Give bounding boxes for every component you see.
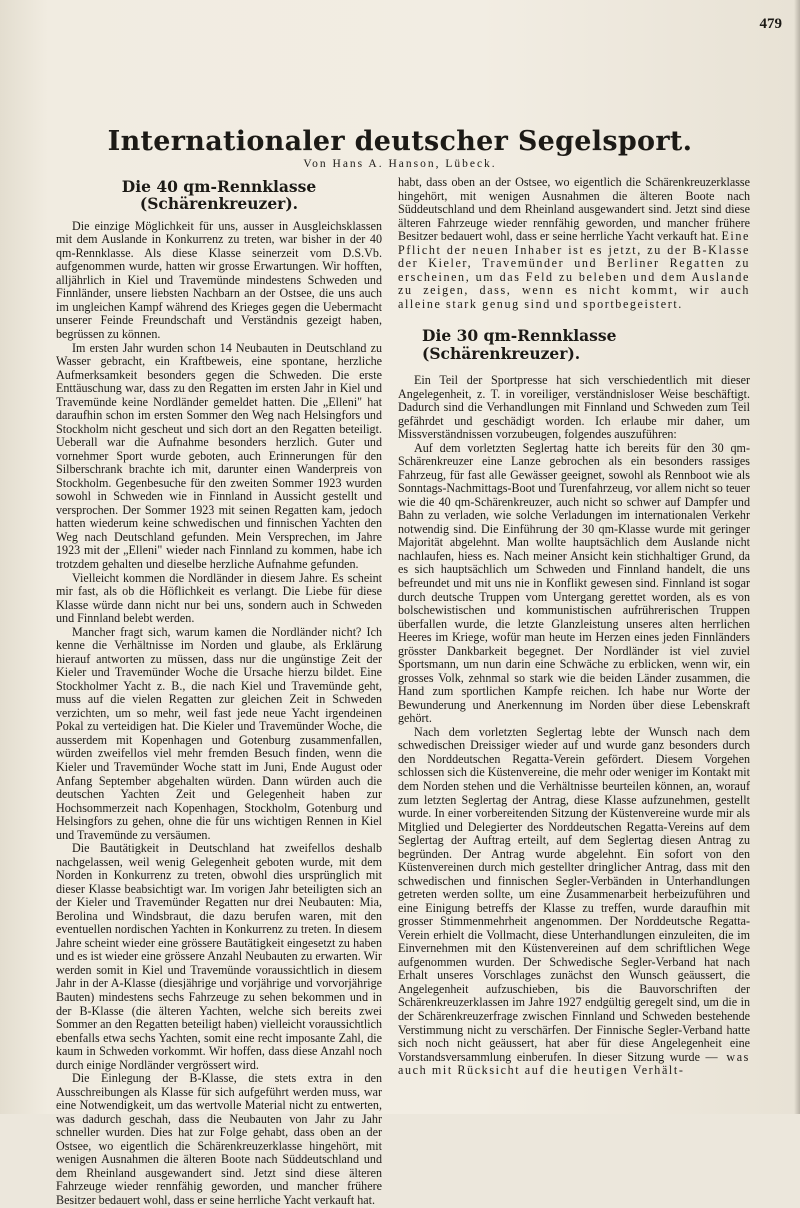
paragraph: Die Bautätigkeit in Deutschland hat zweifellos deshalb nachgelassen, weil wenig Gelegenheit geboten wurde, mit dem Norden in Konkurrenz zu treten, obwohl dies ursprünglich mit dieser Klasse beabsichtigt war. Im vorigen Jahr beteiligten sich an der Kieler und Travemünder Regatten nur drei Neubauten: Mia, Berolina und Windsbraut, die dazu berufen waren, mit den eventuellen nordischen Yachten in Konkurrenz zu treten. In diesem Jahre scheint wieder eine grössere Bautätigkeit eingesetzt zu haben und es ist wieder eine grössere Anzahl Neubauten zu erwarten. Wir werden somit in Kiel und Travemünde voraussichtlich in diesem Jahr in der A-Klasse (diesjährige und vorjährige und vorvorjährige Bauten) mindestens sechs Fahrzeuge zu sehen bekommen und in der B-Klasse (die älteren Yachten, welche sich bereits zwei Sommer an den Regatten beteiligt haben) vielleicht voraussichtlich ebenfalls etwa sechs Yachten, somit eine recht imposante Zahl, die kaum in Schweden vorkommt. Wir hoffen, dass diese Anzahl noch durch einige Nordländer vergrössert wird. <box>56 841 382 1072</box>
paragraph: Die einzige Möglichkeit für uns, ausser in Ausgleichsklassen mit dem Auslande in Konkurrenz zu treten, war bisher in der 40 qm-Rennklasse. Als diese Klasse seinerzeit vom D.S.Vb. aufgenommen wurde, hatten wir grosse Erwartungen. Wir hofften, alljährlich in Kiel und Travemünde mindestens Schweden und Finnländer, unsere liebsten Nachbarn an der Ostsee, die uns auch im ungleichen Kampf während des Krieges gegen die Uebermacht unserer Feinde Freundschaft und Verständnis gezeigt haben, begrüssen zu können. <box>56 218 382 341</box>
continuation-plain-text: habt, dass oben an der Ostsee, wo eigentlich die Schärenkreuzerklasse hingehört, mit wenigen Ausnahmen die älteren Boote nach Süddeutschland und dem Rheinland ausgewandert sind. Jetzt sind diese älteren Fahrzeuge wieder rennfähig geworden, und mancher frühere Besitzer bedauert wohl, dass er seine herrliche Yacht verkauft hat. <box>398 175 750 244</box>
article-byline: Von Hans A. Hanson, Lübeck. <box>303 158 497 170</box>
article-title: Internationaler deutscher Segelsport. <box>107 126 693 157</box>
paragraph: Ein Teil der Sportpresse hat sich verschiedentlich mit dieser Angelegenheit, z. T. in voreiliger, verständnisloser Weise beschäftigt. Dadurch sind die Verhandlungen mit Finnland und Schweden zum Teil gefährdet und geschädigt worden. Ich erlaube mir daher, um Missverständnissen vorzubeugen, folgendes auszuführen: <box>398 373 750 442</box>
page-number: 479 <box>759 16 782 32</box>
continuation-spaced-text: Eine Pflicht der neuen Inhaber ist es jetzt, zu der B-Klasse der Kieler, Travemünder und Berliner Regatten zu erscheinen, um das Feld zu beleben und dem Auslande zu zeigen, dass, wenn es nicht kommt, wir auch alleine stark genug sind und sportbegeistert. <box>398 229 750 311</box>
paragraph-text: Nach dem vorletzten Seglertag lebte der Wunsch nach dem schwedischen Dreissiger wieder auf und wurde ganz besonders durch den Norddeutschen Regatta-Verein gefördert. Diesem Vorgehen schlossen sich die Küstenvereine, die mehr oder weniger im Kontakt mit dem Norden stehen und die Verhältnisse beurteilen können, an, worauf zum letzten Seglertag der Antrag, diese Klasse aufzunehmen, gestellt wurde. In einer vorbereitenden Sitzung der Küstenvereine wurde mir als Mitglied und Delegierter des Norddeutschen Regatta-Vereins auf dem Seglertag der Auftrag erteilt, auf dem Seglertag diesen Antrag zu begründen. Der Antrag wurde abgelehnt. Ein sofort von den Küstenvereinen durch mich gestellter dringlicher Antrag, dass mit den schwedischen und finnischen Segler-Verbänden in Unterhandlungen getreten werden sollte, um eine Zusammenarbeit herbeizuführen und eine Einigung betreffs der Klasse zu treffen, wurde daraufhin mit grosser Stimmenmehrheit angenommen. Der Norddeutsche Regatta-Verein erhielt die Vollmacht, diese Unterhandlungen einzuleiten, die im Einvernehmen mit den Küstenvereinen auf dem schriftlichen Wege aufgenommen wurden. Der Schwedische Segler-Verband hat nach Erhalt unseres Vorschlages zunächst den Wunsch geäussert, die Angelegenheit aufzuschieben, bis die Bauvorschriften der Schärenkreuzerklassen im Jahre 1927 endgültig geregelt sind, um die in der Schärenkreuzerfrage zwischen Finnland und Schweden bestehende Verstimmung nicht zu verschärfen. Der Finnische Segler-Verband hatte sich noch nicht geäussert, hat aber für diese Angelegenheit eine Vorstandsversammlung einberufen. In dieser Sitzung wurde <box>398 724 750 1064</box>
paragraph: Vielleicht kommen die Nordländer in diesem Jahre. Es scheint mir fast, als ob die Höflichkeit es verlangt. Die Liebe für diese Klasse würde dann nicht nur bei uns, sondern auch in Schweden und Finnland belebt werden. <box>56 570 382 626</box>
section-heading-40qm: Die 40 qm-Rennklasse (Schärenkreuzer). <box>121 177 317 214</box>
paragraph: Mancher fragt sich, warum kamen die Nordländer nicht? Ich kenne die Verhältnisse im Norden und glaube, als Erklärung hierauf antworten zu müssen, dass nur die ungünstige Zeit der Kieler und Travemünder Woche die Ursache hierzu bildet. Eine Stockholmer Yacht z. B., die nach Kiel und Travemünde geht, muss auf die vielen Regatten zur gleichen Zeit in Schweden verzichten, um so mehr, weil fast jede neue Yacht irgendeinen Pokal zu verteidigen hat. Die Kieler und Travemünder Woche, die ausserdem mit Kopenhagen und Gotenburg zusammenfallen, würden zweifellos viel mehr fremden Besuch finden, wenn die Kieler und Travemünder Woche statt im Juni, Ende August oder Anfang September abgehalten würden. Dann würden auch die deutschen Yachten Zeit und Gelegenheit haben zur Hochsommerzeit nach Kopenhagen, Stockholm, Gotenburg und Helsingfors zu gehen, ohne die für uns wichtigen Rennen in Kiel und Travemünde zu versäumen. <box>56 624 382 842</box>
scan-edge-shadow <box>794 0 800 1114</box>
paragraph: Die Einlegung der B-Klasse, die stets extra in den Ausschreibungen als Klasse für sich aufgeführt werden muss, war eine Notwendigkeit, um das wertvolle Material nicht zu entwerten, was dadurch geschah, dass die Neubauten von Jahr zu Jahr schneller wurden. Dies hat zur Folge gehabt, dass oben an der Ostsee, wo eigentlich die Schärenkreuzerklasse hingehört, mit wenigen Ausnahmen die älteren Boote nach Süddeutschland und dem Rheinland ausgewandert sind. Jetzt sind diese älteren Fahrzeuge wieder rennfähig geworden, und mancher frühere Besitzer bedauert wohl, dass er seine herrliche Yacht verkauft hat. <box>56 1071 382 1207</box>
closing-spaced-text: — was auch mit Rücksicht auf die heutigen Verhält- <box>398 1049 750 1078</box>
section-heading-30qm: Die 30 qm-Rennklasse (Schärenkreuzer). <box>422 326 617 363</box>
paragraph <box>398 726 750 1078</box>
continuation-paragraph <box>398 176 750 311</box>
right-column <box>398 176 750 1078</box>
paragraph: Im ersten Jahr wurden schon 14 Neubauten in Deutschland zu Wasser gebracht, ein Kraftbeweis, eine spontane, herzliche Aufmerksamkeit besonders gegen die Schweden. Die erste Enttäuschung war, dass zu den Regatten im ersten Jahr in Kiel und Travemünde keine Nordländer gemeldet hatten. Die „Elleni" hat daraufhin schon im ersten Sommer den Weg nach Helsingfors und Stockholm nicht gescheut und sich dort an den Regatten beteiligt. Ueberall war die Aufnahme besonders herzlich. Guter und vornehmer Sport wurde geboten, auch Erinnerungen für den Silberschrank brachte ich mit, darunter einen Wanderpreis von Stockholm. Gegenbesuche für den zweiten Sommer 1923 wurden sowohl in Schweden wie in Finnland in Aussicht gestellt und versprochen. Der Sommer 1923 mit seinen Regatten kam, jedoch hatten wiederum keine schwedischen und finnischen Yachten den Weg nach Deutschland gefunden. Mein Versprechen, im Jahre 1923 mit der „Elleni" wieder nach Finnland zu kommen, habe ich trotzdem gehalten und dieselbe herzliche Aufnahme gefunden. <box>56 340 382 571</box>
left-column <box>56 176 382 1208</box>
paragraph: Auf dem vorletzten Seglertag hatte ich bereits für den 30 qm-Schärenkreuzer eine Lanze gebrochen als ein besonders rassiges Fahrzeug, für fast alle Gewässer geeignet, sowohl als Rennboot wie als Sonntags-Nachmittags-Boot und Turenfahrzeug, vor allem nicht so teuer wie die 40 qm-Schärenkreuzer, auch nicht so schwer auf Dampfer und Bahn zu verladen, wie solche Verladungen im internationalen Verkehr notwendig sind. Die Einführung der 30 qm-Klasse wurde mit geringer Majorität abgelehnt. Man wollte hauptsächlich dem Auslande nicht nachlaufen, hiess es. Nach meiner Ansicht kein stichhaltiger Grund, da es sich hauptsächlich um Schweden und Finnland handelt, die uns befreundet und mit uns nie in Konflikt gewesen sind. Finnland ist sogar durch deutsche Truppen vom Untergang gerettet worden, als es von bolschewistischen und kommunistischen aufrührerischen Truppen überfallen wurde, die letzte Glanzleistung unseres alten herrlichen Heeres im Kriege, wofür man heute im Herzen eines jeden Finnländers grösster Dankbarkeit begegnet. Der Nordländer ist viel zuviel Sportsmann, um nun darin eine Schwäche zu erblicken, wenn wir, ein grosses Volk, zehnmal so stark wie die beiden Länder zusammen, die Hand zum sportlichen Kampfe reichen. Ich habe nur Worte der Bewunderung und Anerkennung im Norden über diese Lebenskraft gehört. <box>398 440 750 726</box>
